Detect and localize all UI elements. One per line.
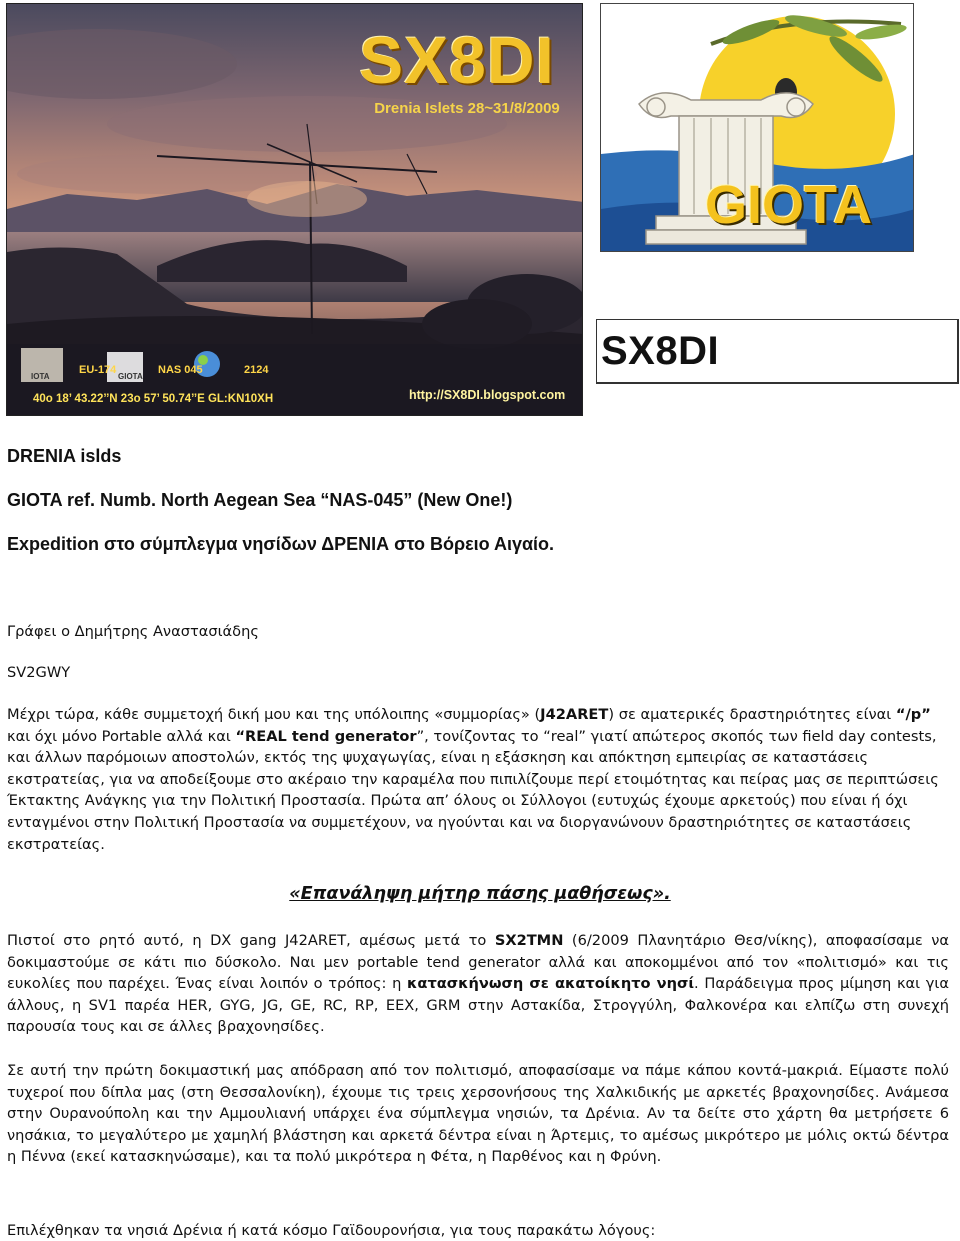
p1-text-3: και όχι μόνο Portable αλλά και: [7, 727, 236, 745]
decision-paragraph: [7, 930, 949, 1038]
author-callsign: SV2GWY: [7, 664, 71, 681]
giota-reference: NAS 045: [158, 364, 203, 376]
reasons-intro: Επιλέχθηκαν τα νησιά Δρένια ή κατά κόσμο Γαϊδουρονήσια, για τους παρακάτω λόγους:: [7, 1222, 656, 1239]
p2-bold-sx2tmn: SX2TMN: [494, 932, 564, 949]
blog-url: http://SX8DI.blogspot.com: [409, 388, 566, 402]
iota-badge-label: IOTA: [31, 372, 50, 381]
banner-callsign-title: SX8DI: [359, 23, 555, 97]
expedition-banner-image: [6, 3, 583, 416]
giota-logo: [600, 3, 914, 252]
giota-ref-heading: GIOTA ref. Numb. North Aegean Sea “NAS-045” (New One!): [7, 490, 513, 510]
p2-text-2: (6/2009 Πλανητάριο Θεσ/νίκης), αποφασίσαμε να δοκιμαστούμε σε κάτι πιο δύσκολο. Ναι μεν portable tend generator αλλά και αποκομμένοι από τον «πολιτισμό» και τις ευκολίες που παρέχει. Ένας είναι λοιπόν ο τρόπος: η: [7, 932, 949, 993]
callsign-box: [596, 319, 959, 384]
intro-paragraph: [7, 704, 949, 855]
island-number: 2124: [244, 364, 269, 376]
p1-text-1: Μέχρι τώρα, κάθε συμμετοχή δική μου και της υπόλοιπης «συμμορίας» (: [7, 706, 541, 723]
islands-heading: DRENIA islds: [7, 446, 122, 466]
location-paragraph: Σε αυτή την πρώτη δοκιμαστική μας απόδραση από τον πολιτισμό, αποφασίσαμε να πάμε κάπου κοντά-μακριά. Είμαστε πολύ τυχεροί που δίπλα μας (στη Θεσσαλονίκη), έχουμε τις τρεις χερσονήσους της Χαλκιδικής με αρκετές βραχονησίδες. Ανάμεσα στην Ουρανούπολη και την Αμμουλιανή υπάρχει ένα σύμπλεγμα νησιών, τα Δρένια. Αν τα δείτε στο χάρτη θα μετρήσετε 6 νησάκια, το μεγαλύτερο με χαμηλή βλάστηση και αρκετά δέντρα είναι η Άρτεμις, το αμέσως μικρότερο με μόλις οκτώ δέντρα η Πέννα (εκεί κατασκηνώσαμε), και τα πολύ μικρότερα η Φέτα, η Παρθένος και η Φρύνη.: [7, 1062, 949, 1166]
p2-text-3: . Παράδειγμα προς μίμηση και για άλλους, η SV1 παρέα HER, GYG, JG, GE, RC, RP, EEX, GRM στην Αστακίδα, Στρογγύλη, Φαλκονέρα και ελπίζω στη συνεχή παρουσία τους και σε άλλες βραχονησίδες.: [7, 975, 949, 1036]
p1-text-2: ) σε αματερικές δραστηριότητες είναι: [608, 706, 896, 723]
p1-bold-j42aret: J42ARET: [540, 706, 609, 723]
motto-heading: «Επανάληψη μήτηρ πάσης μαθήσεως».: [289, 884, 671, 904]
author-line: Γράφει ο Δημήτρης Αναστασιάδης: [7, 623, 259, 640]
coordinates-label: 40o 18’ 43.22’’N 23o 57’ 50.74’’E GL:KN10XH: [33, 393, 274, 405]
banner-subtitle: Drenia Islets 28~31/8/2009: [374, 100, 560, 117]
banner-info-strip: [21, 344, 581, 414]
iota-reference: EU-174: [79, 364, 117, 376]
p2-text-1: Πιστοί στο ρητό αυτό, η DX gang J42ARET, αμέσως μετά το: [7, 932, 495, 949]
p1-bold-portable: “/p”: [895, 706, 931, 723]
p1-text-4: ”, τονίζοντας το “real” γιατί απώτερος σκοπός των field day contests, και άλλων παρόμοιων αποστολών, εκτός της ψυχαγωγίας, είναι η εξάσκηση και απόκτηση εμπειρίας σε καταστάσεις εκστρατείας, για να αποδείξουμε στο ακέραιο την καραμέλα που πιπιλίζουμε περί ετοιμότητας και πείρας μας σε περιπτώσεις Έκτακτης Ανάγκης για την Πολιτική Προστασία. Πρώτα απ’ όλους οι Σύλλογοι (ευτυχώς έχουμε αρκετούς) που είναι ή όχι ενταγμένοι στην Πολιτική Προστασία να συμμετέχουν, να ηγούνται και να διοργανώνουν δραστηριότητες σε καταστάσεις εκστρατείας.: [7, 727, 939, 853]
expedition-heading: Expedition στο σύμπλεγμα νησίδων ΔΡΕΝΙΑ στο Βόρειο Αιγαίο.: [7, 534, 555, 554]
giota-badge-label: GIOTA: [118, 372, 143, 381]
callsign-title: SX8DI: [601, 328, 720, 373]
p1-bold-generator: “REAL tend generator: [235, 727, 417, 745]
giota-logo-text: GIOTA: [705, 175, 872, 235]
p2-bold-camping: κατασκήνωση σε ακατοίκητο νησί: [407, 975, 695, 993]
